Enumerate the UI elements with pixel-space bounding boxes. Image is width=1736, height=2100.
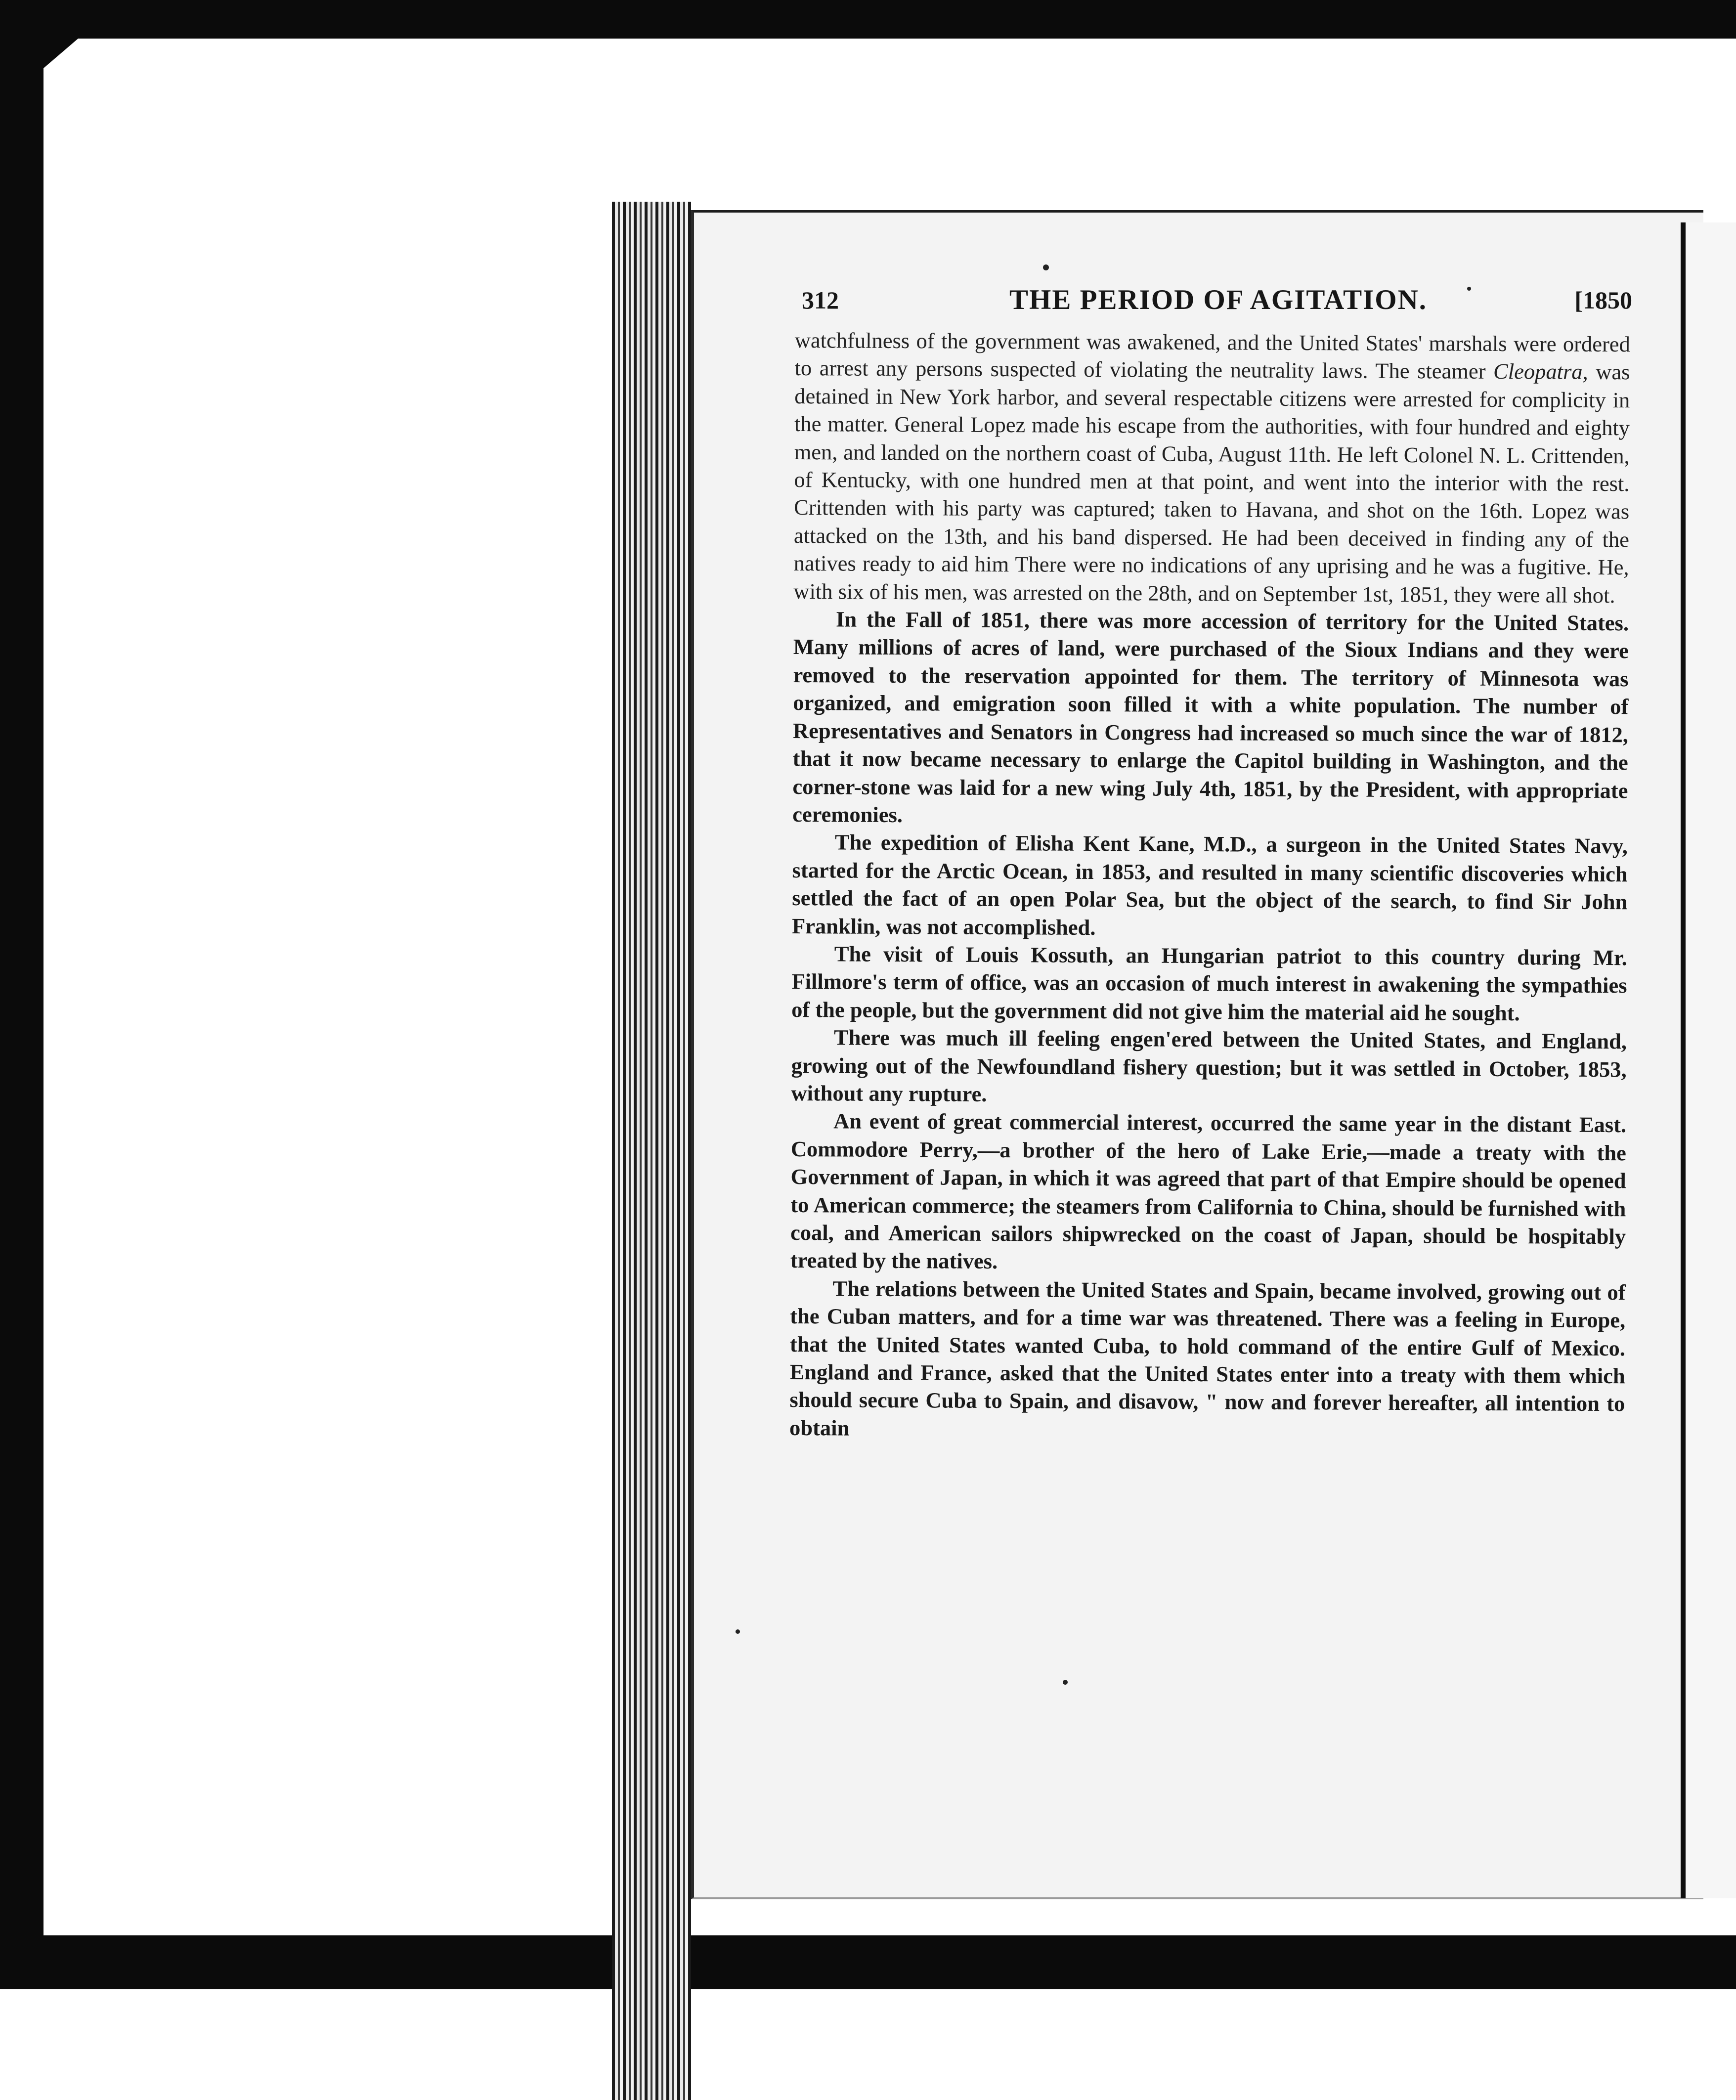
- page-number: 312: [802, 286, 839, 314]
- scan-frame-top: [0, 0, 1736, 39]
- scan-speck: [1043, 264, 1049, 270]
- paragraph: In the Fall of 1851, there was more accession of territory for the United States. Many millions of acres of land, were purchased of the Sioux Indians and they were removed to the reservation appointed for them. The territory of Minnesota was organized, and emigration soon filled it with a white population. The number of Representatives and Senators in Congress had increased so much since the war of 1812, that it now became necessary to enlarge the Capitol building in Washington, and the corner-stone was laid for a new wing July 4th, 1851, by the President, with appropriate ceremonies.: [792, 607, 1629, 827]
- scan-speck: [1467, 287, 1471, 291]
- scan-speck: [736, 1629, 740, 1634]
- scan-speck: [1063, 1680, 1068, 1685]
- paragraph: The visit of Louis Kossuth, an Hungarian patriot to this country during Mr. Fillmore's term of office, was an occasion of much interest in awakening the sympathies of the people, but the government did not give him the material aid he sought.: [791, 941, 1627, 1025]
- scan-frame-corner: [43, 39, 78, 68]
- paragraph: The expedition of Elisha Kent Kane, M.D., a surgeon in the United States Navy, started for the Arctic Ocean, in 1853, and resulted in many scientific discoveries which settled the fact of an open Polar Sea, but the object of the search, to find Sir John Franklin, was not accomplished.: [791, 830, 1628, 940]
- paragraph: [793, 326, 1630, 609]
- scan-frame-bottom: [0, 1935, 1736, 1989]
- paragraph: There was much ill feeling engen'ered between the United States, and England, growing out of the Newfoundland fishery question; but it was settled in October, 1853, without any rupture.: [791, 1025, 1627, 1106]
- paragraph-text: was detained in New York harbor, and several respectable citizens were arrested for complicity in the matter. General Lopez made his escape from the authorities, with four hundred and eighty men, and landed on the northern coast of Cuba, August 11th. He left Colonel N. L. Crittenden, of Kentucky, with one hundred men at that point, and went into the interior with the rest. Crittenden with his party was captured; taken to Havana, and shot on the 16th. Lopez was attacked on the 13th, and his band dispersed. He had been deceived in finding any of the natives ready to aid him There were no indications of any uprising and he was a fugitive. He, with six of his men, was arrested on the 28th, and on September 1st, 1851, they were all shot.: [793, 359, 1630, 608]
- chapter-title: THE PERIOD OF AGITATION.: [1009, 284, 1428, 315]
- year-marker: [1850: [1574, 286, 1632, 314]
- paragraph: The relations between the United States and Spain, became involved, growing out of the Cuban matters, and for a time war was threatened. There was a feeling in Europe, that the United States wanted Cuba, to hold command of the entire Gulf of Mexico. England and France, asked that the United States enter into a treaty with them which should secure Cuba to Spain, and disavow, " now and forever hereafter, all intention to obtain: [789, 1276, 1626, 1441]
- paragraph-text: watchfulness of the government was awakened, and the United States' marshals were ordered to arrest any persons suspected of violating the neutrality laws. The steamer: [794, 327, 1630, 384]
- book-page-edges: [612, 202, 691, 2100]
- body-text: [789, 326, 1630, 1445]
- scan-frame-left: [0, 0, 43, 1989]
- ship-name: Cleopatra,: [1493, 359, 1588, 385]
- paragraph: An event of great commercial interest, occurred the same year in the distant East. Commodore Perry,—a brother of the hero of Lake Erie,—made a treaty with the Government of Japan, in which it was agreed that part of that Empire should be opened to American commerce; the steamers from California to China, should be furnished with coal, and American sailors shipwrecked on the coast of Japan, should be hospitably treated by the natives.: [790, 1108, 1627, 1274]
- facing-page-edge: [1681, 222, 1736, 1898]
- running-head: [802, 282, 1632, 316]
